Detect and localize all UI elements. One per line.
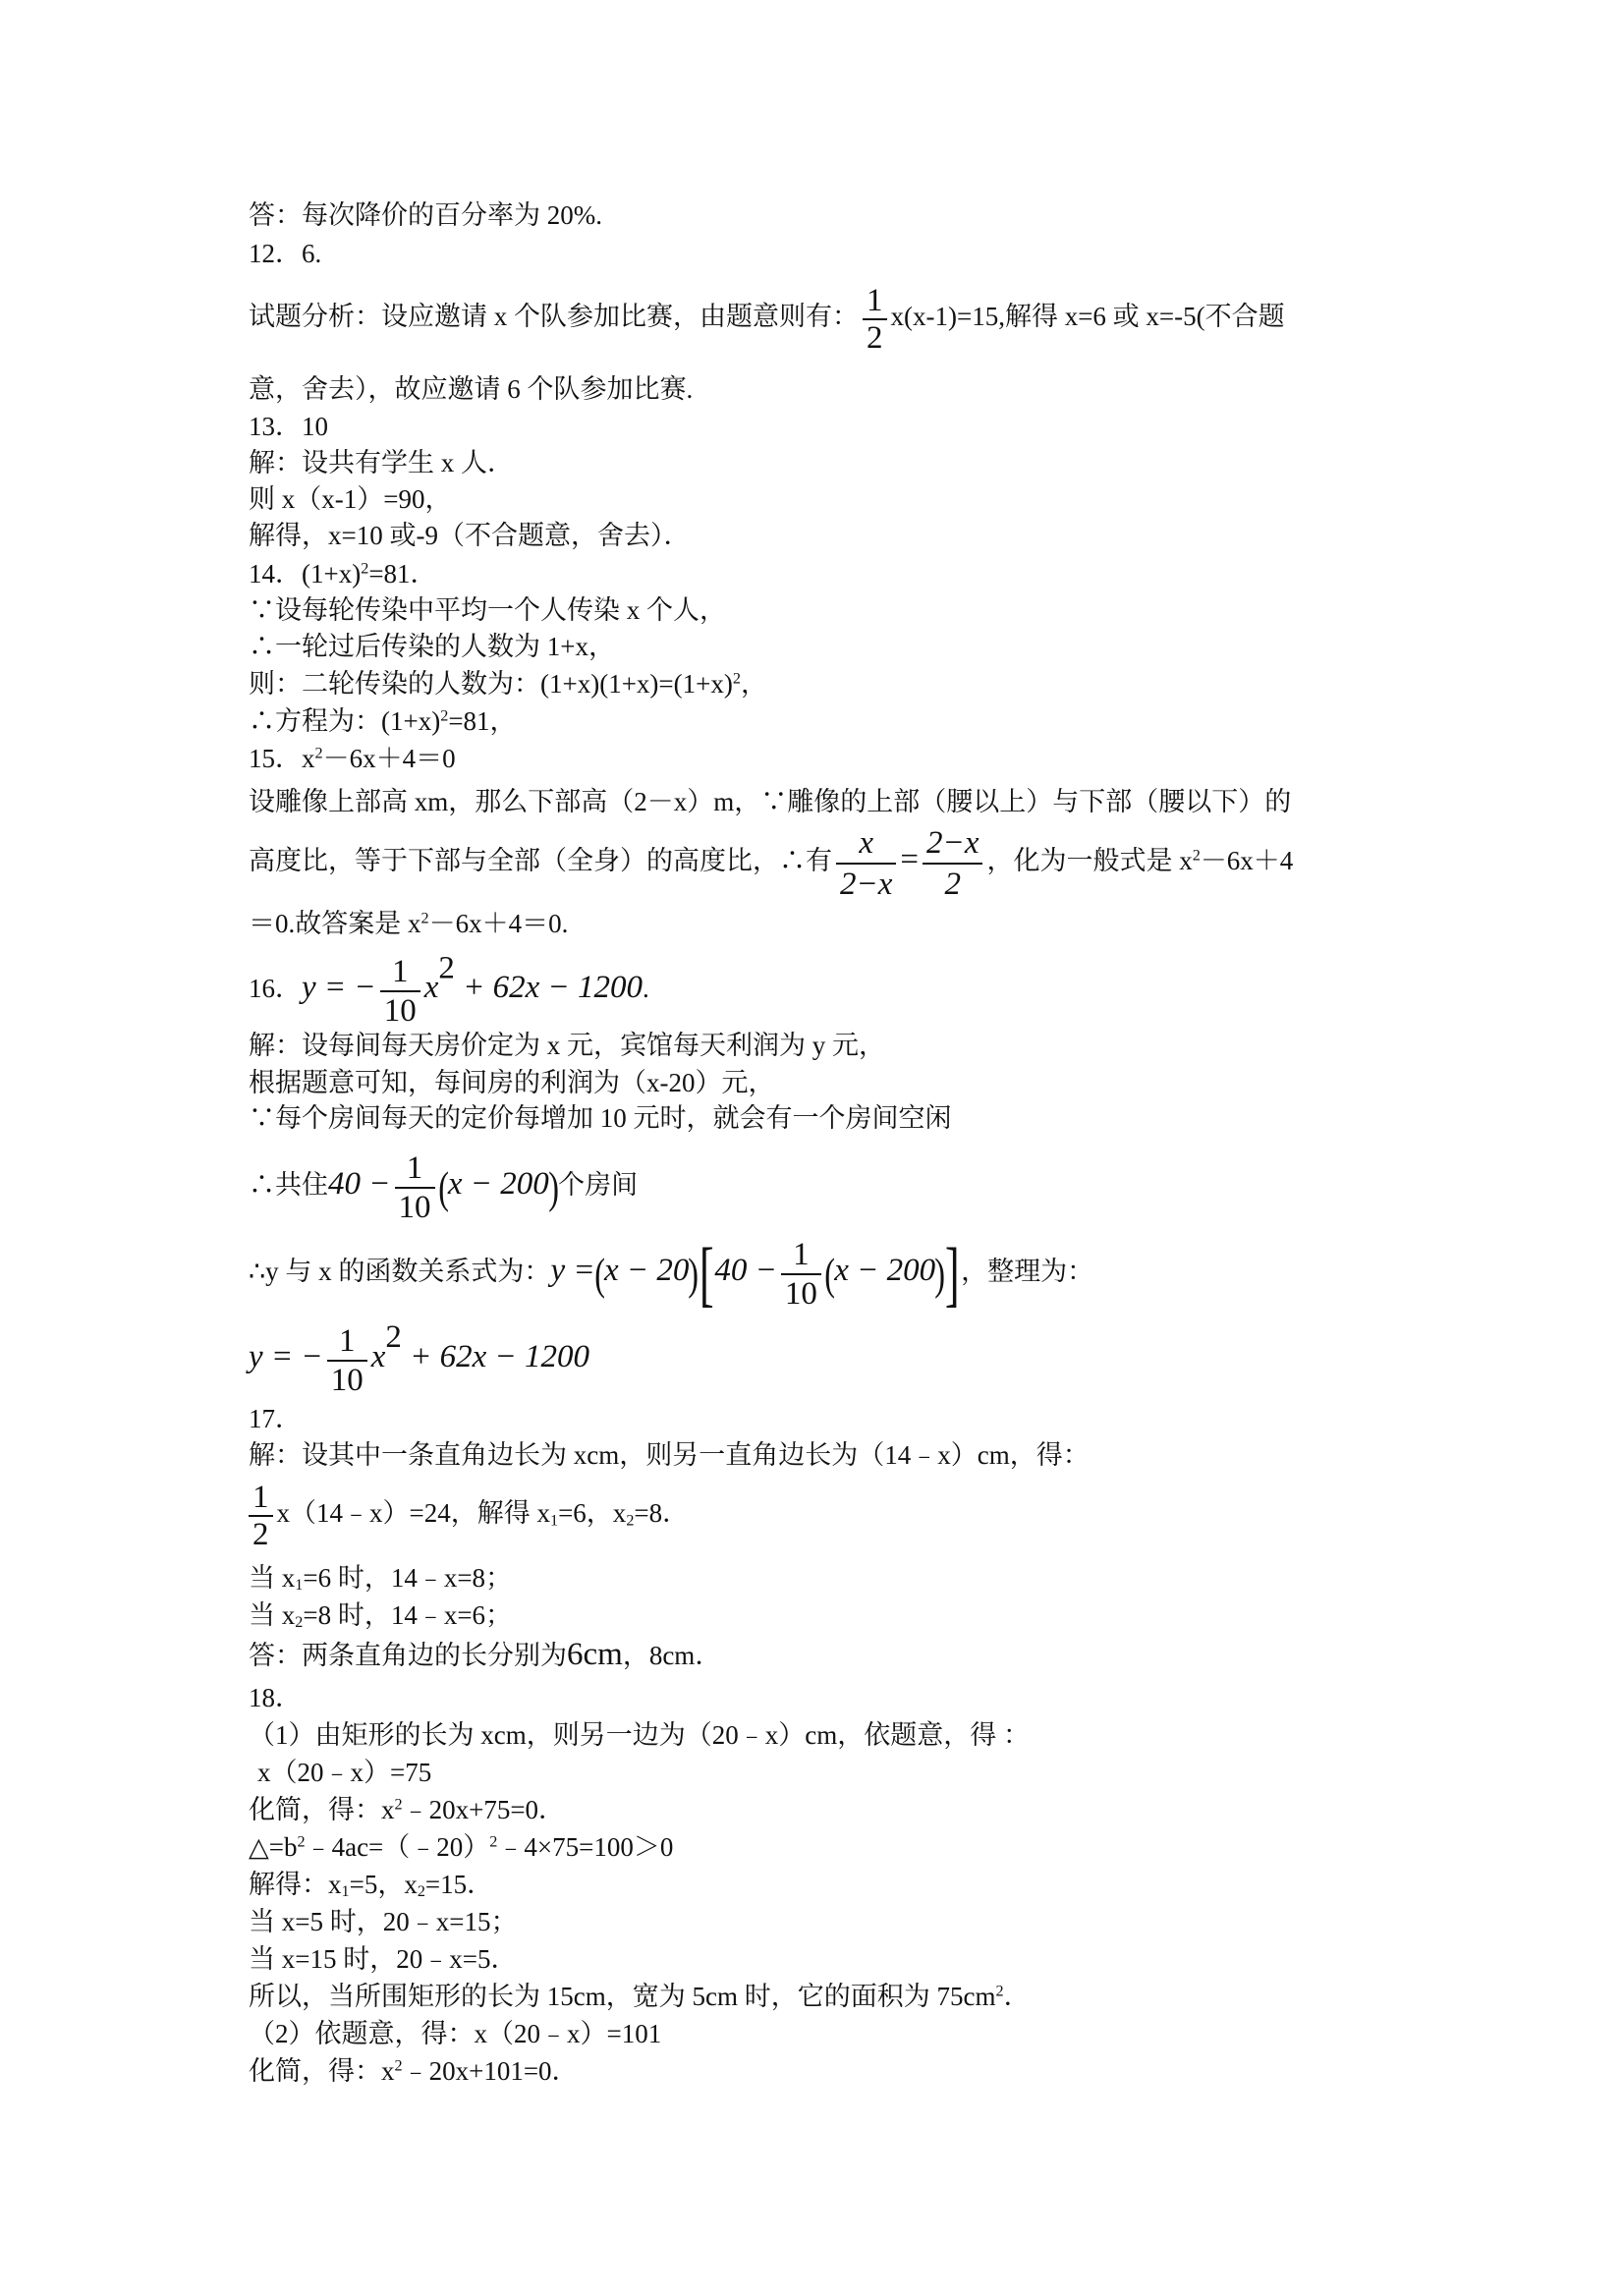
problem-15-answer xyxy=(249,743,456,774)
text: =81． xyxy=(368,559,437,588)
problem-16-rooms-line xyxy=(249,1148,638,1224)
equals-sign: = xyxy=(900,842,920,878)
formula-part: y = − xyxy=(302,970,376,1006)
text: －6x＋4＝0. xyxy=(428,909,569,938)
subscript: 2 xyxy=(417,1882,425,1901)
text: 当 x xyxy=(249,1600,296,1630)
problem-18-line xyxy=(249,1831,673,1863)
text: =8． xyxy=(634,1498,690,1529)
problem-18-header: 18． xyxy=(249,1683,302,1712)
problem-17-equation xyxy=(249,1482,689,1550)
denominator: 2 xyxy=(923,863,982,902)
problem-15-ratio-line xyxy=(249,825,1293,902)
problem-12-conclusion: 意，舍去），故应邀请 6 个队参加比赛. xyxy=(249,374,694,404)
numerator: 1 xyxy=(338,1322,356,1359)
formula-part: x − 20 xyxy=(603,1253,690,1288)
denominator: 10 xyxy=(380,990,420,1028)
denominator: 2−x xyxy=(836,863,896,902)
superscript: 2 xyxy=(394,2056,403,2075)
text: =6 时，14﹣x=8； xyxy=(303,1563,513,1593)
superscript: 2 xyxy=(440,706,449,725)
formula-part: x xyxy=(423,970,439,1006)
text: △=b xyxy=(249,1832,298,1862)
left-bracket: [ xyxy=(699,1233,714,1315)
right-paren: ) xyxy=(688,1248,700,1299)
problem-18-line: （1）由矩形的长为 xcm，则另一边为（20﹣x）cm，依题意，得 ： xyxy=(249,1720,1030,1750)
superscript: 2 xyxy=(361,559,369,578)
problem-17-answer xyxy=(249,1639,721,1671)
superscript: 2 xyxy=(394,1795,403,1814)
fraction-1-over-10 xyxy=(781,1238,821,1311)
fraction-one-half xyxy=(249,1482,273,1550)
text: ∴y 与 x 的函数关系式为： xyxy=(249,1257,551,1286)
text: 当 x xyxy=(249,1563,296,1593)
formula-part: + 62x − 1200 xyxy=(454,970,644,1006)
text: =15． xyxy=(424,1870,494,1899)
text: 答：两条直角边的长分别为 xyxy=(249,1641,567,1670)
problem-17-line xyxy=(249,1599,512,1631)
answer-line-11: 答：每次降价的百分率为 20%. xyxy=(249,200,602,230)
problem-13-line: 解得，x=10 或-9（不合题意，舍去）． xyxy=(249,521,691,550)
problem-15-conclusion xyxy=(249,908,568,939)
left-paren: ( xyxy=(593,1248,605,1299)
text: 14．(1+x) xyxy=(249,559,362,588)
formula-part: 40 − xyxy=(328,1166,391,1202)
right-bracket: ] xyxy=(945,1233,961,1315)
problem-16-line: 根据题意可知，每间房的利润为（x-20）元， xyxy=(249,1068,775,1097)
formula-part: x xyxy=(370,1339,386,1374)
text: ＝0.故答案是 x xyxy=(249,909,421,938)
numerator: 1 xyxy=(391,954,409,989)
text: ﹣20x+101=0． xyxy=(402,2056,579,2086)
right-paren: ) xyxy=(934,1248,946,1299)
problem-13-line: 则 x（x-1）=90， xyxy=(249,484,452,514)
formula-part: y = − xyxy=(249,1339,323,1374)
formula-part: y = xyxy=(550,1253,595,1288)
problem-16-line: 解：设每间每天房价定为 x 元，宾馆每天利润为 y 元， xyxy=(249,1031,885,1060)
text: ﹣20x+75=0． xyxy=(402,1795,566,1824)
text: 则：二轮传染的人数为：(1+x)(1+x)=(1+x) xyxy=(249,669,733,699)
text: ，8cm． xyxy=(622,1641,722,1670)
text: 15．x xyxy=(249,744,315,773)
numerator: 1 xyxy=(406,1149,423,1186)
problem-18-line xyxy=(249,1794,565,1825)
denominator: 2 xyxy=(249,1515,273,1550)
text: ﹣4×75=100＞0 xyxy=(497,1832,674,1862)
text: 试题分析：设应邀请 x 个队参加比赛，由题意则有： xyxy=(249,302,859,332)
problem-14-answer xyxy=(249,558,437,589)
text: －6x＋4 xyxy=(1200,846,1294,876)
text: 化简，得：x xyxy=(249,1795,395,1824)
text: ． xyxy=(1003,1982,1031,2011)
left-paren: ( xyxy=(824,1248,835,1299)
text: ，整理为： xyxy=(961,1257,1094,1286)
text: 16． xyxy=(249,974,302,1004)
denominator: 10 xyxy=(327,1360,367,1397)
problem-13-answer: 13．10 xyxy=(249,412,328,441)
superscript: 2 xyxy=(1192,846,1201,865)
problem-13-line: 解：设共有学生 x 人． xyxy=(249,448,514,477)
problem-18-line xyxy=(249,1869,493,1900)
text: ∴共住 xyxy=(249,1170,328,1200)
problem-16-function-line xyxy=(249,1228,1093,1314)
superscript: 2 xyxy=(385,1319,402,1356)
problem-15-line: 设雕像上部高 xm，那么下部高（2－x）m，∵雕像的上部（腰以上）与下部（腰以下）的 xyxy=(249,787,1292,816)
text: =81， xyxy=(448,706,517,736)
formula-part: 40 − xyxy=(714,1253,777,1288)
problem-14-line xyxy=(249,705,517,737)
text: x（14﹣x）=24，解得 x xyxy=(276,1498,550,1529)
fraction-1-over-10 xyxy=(327,1324,367,1397)
problem-18-line: （2）依题意，得：x（20﹣x）=101 xyxy=(249,2019,662,2048)
problem-17-line: 解：设其中一条直角边长为 xcm，则另一直角边长为（14﹣x）cm，得： xyxy=(249,1440,1090,1470)
text: ﹣4ac=（﹣20） xyxy=(305,1832,490,1862)
superscript: 2 xyxy=(314,744,323,762)
problem-12-analysis xyxy=(249,285,1285,354)
numerator: 2−x xyxy=(926,825,979,861)
problem-16-answer xyxy=(249,950,649,1029)
problem-14-line: ∴一轮过后传染的人数为 1+x， xyxy=(249,632,615,661)
problem-18-line: 当 x=5 时，20﹣x=15； xyxy=(249,1907,518,1936)
subscript: 1 xyxy=(549,1511,559,1530)
superscript: 2 xyxy=(732,669,741,688)
text: =6，x xyxy=(558,1498,627,1529)
problem-16-result xyxy=(249,1320,589,1397)
denominator: 2 xyxy=(863,318,887,354)
formula-part: x − 200 xyxy=(447,1166,549,1202)
text: 个房间 xyxy=(558,1170,639,1200)
problem-18-line: 当 x=15 时，20﹣x=5． xyxy=(249,1944,518,1974)
text: . xyxy=(643,974,649,1004)
superscript: 2 xyxy=(420,909,429,927)
subscript: 2 xyxy=(626,1511,635,1530)
superscript: 2 xyxy=(438,950,455,986)
text: 6cm xyxy=(567,1637,623,1672)
left-paren: ( xyxy=(437,1161,449,1212)
problem-12-answer: 12．6. xyxy=(249,239,322,268)
fraction-1-over-10 xyxy=(380,955,420,1028)
subscript: 1 xyxy=(295,1576,304,1595)
text: ， xyxy=(740,669,767,699)
text: 化简，得：x xyxy=(249,2056,395,2086)
text: x(x-1)=15,解得 x=6 或 x=-5(不合题 xyxy=(890,302,1285,332)
superscript: 2 xyxy=(297,1832,306,1851)
problem-18-line xyxy=(249,2055,579,2087)
fraction-2-minus-x-over-2 xyxy=(923,825,982,902)
fraction-1-over-10 xyxy=(395,1151,435,1224)
problem-14-line xyxy=(249,668,767,700)
formula-part: x − 200 xyxy=(834,1253,936,1288)
text: ∴方程为：(1+x) xyxy=(249,706,441,736)
text: 所以，当所围矩形的长为 15cm，宽为 5cm 时，它的面积为 75cm xyxy=(249,1982,996,2011)
problem-18-line xyxy=(249,1981,1031,2012)
numerator: 1 xyxy=(867,283,883,318)
problem-17-header: 17． xyxy=(249,1404,302,1433)
numerator: x xyxy=(859,825,874,861)
formula-part: + 62x − 1200 xyxy=(401,1339,590,1374)
subscript: 2 xyxy=(295,1613,304,1632)
fraction-one-half xyxy=(863,285,887,354)
text: 解得：x xyxy=(249,1870,342,1899)
text: =8 时，14﹣x=6； xyxy=(303,1600,513,1630)
right-paren: ) xyxy=(548,1161,559,1212)
fraction-x-over-2-minus-x xyxy=(836,825,896,902)
text: ，化为一般式是 x xyxy=(986,846,1193,876)
denominator: 10 xyxy=(395,1187,435,1224)
denominator: 10 xyxy=(781,1273,821,1311)
text: －6x＋4＝0 xyxy=(322,744,456,773)
superscript: 2 xyxy=(995,1982,1004,2000)
text: 高度比，等于下部与全部（全身）的高度比，∴有 xyxy=(249,846,832,876)
subscript: 1 xyxy=(341,1882,350,1901)
problem-16-line: ∵每个房间每天的定价每增加 10 元时，就会有一个房间空闲 xyxy=(249,1103,952,1133)
superscript: 2 xyxy=(489,1832,498,1851)
text: =5，x xyxy=(349,1870,418,1899)
problem-17-line xyxy=(249,1562,512,1594)
numerator: 1 xyxy=(252,1480,269,1515)
problem-14-line: ∵设每轮传染中平均一个人传染 x 个人， xyxy=(249,595,726,625)
problem-18-line: x（20﹣x）=75 xyxy=(257,1758,432,1787)
numerator: 1 xyxy=(793,1236,810,1272)
